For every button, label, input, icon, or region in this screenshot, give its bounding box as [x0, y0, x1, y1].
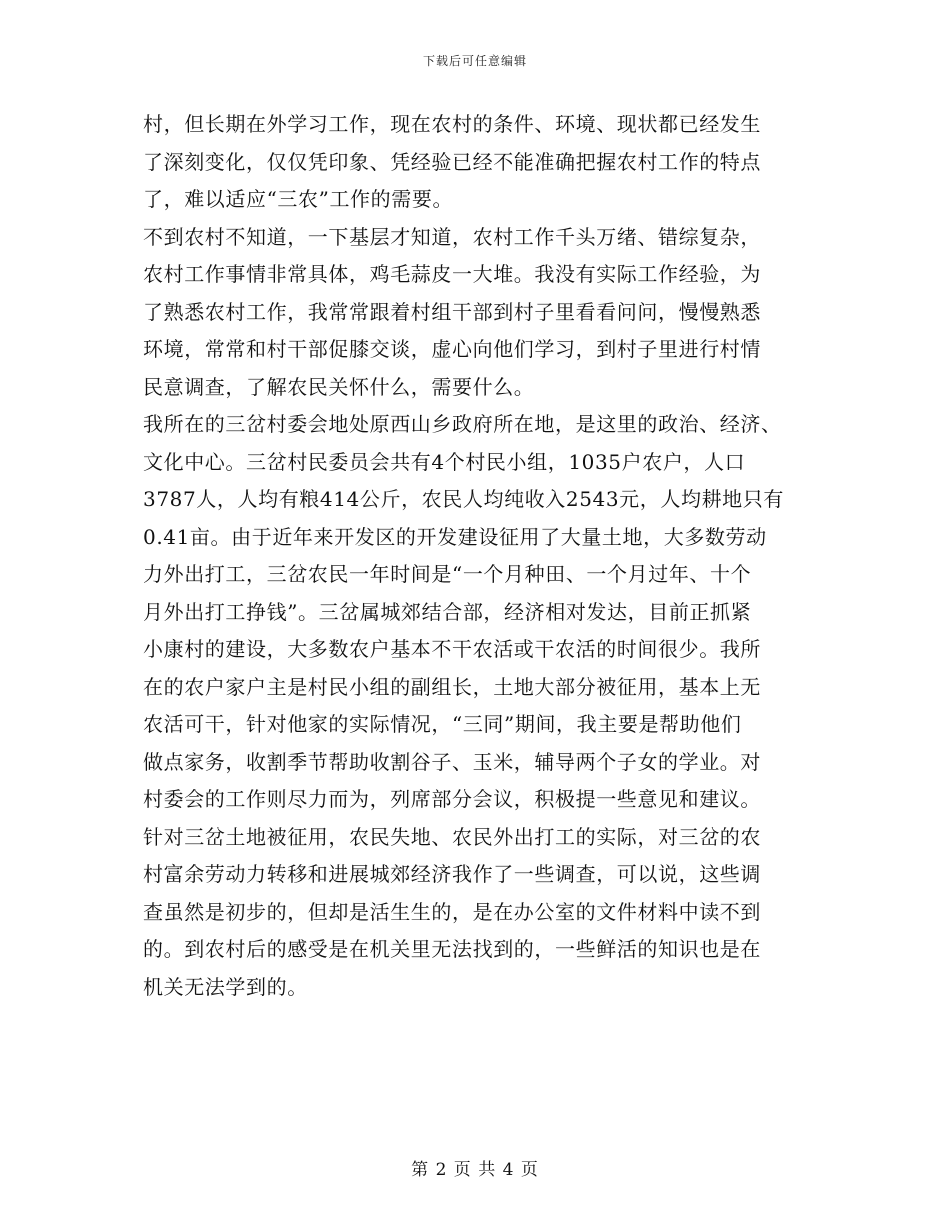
text-line: 在的农户家户主是村民小组的副组长，土地大部分被征用，基本上无 — [143, 674, 761, 699]
text-line: 不到农村不知道，一下基层才知道，农村工作千头万绪、错综复杂， — [143, 224, 761, 249]
text-line: 力外出打工，三岔农民一年时间是“一个月种田、一个月过年、十个 — [143, 562, 752, 586]
text-line: 机关无法学到的。 — [143, 974, 308, 999]
text-line: 农村工作事情非常具体，鸡毛蒜皮一大堆。我没有实际工作经验，为 — [143, 262, 761, 286]
text-line: 村委会的工作则尽力而为，列席部分会议，积极提一些意见和建议。 — [143, 787, 761, 811]
text-line: 我所在的三岔村委会地处原西山乡政府所在地，是这里的政治、经济、 — [143, 412, 782, 436]
text-line: 了深刻变化，仅仅凭印象、凭经验已经不能准确把握农村工作的特点 — [143, 149, 761, 174]
text-line: 3787人，人均有粮414公斤，农民人均纯收入2543元，人均耕地只有 — [143, 487, 784, 511]
text-line: 的。到农村后的感受是在机关里无法找到的，一些鲜活的知识也是在 — [143, 937, 761, 961]
text-line: 农活可干，针对他家的实际情况，“三同”期间，我主要是帮助他们 — [143, 712, 742, 736]
text-line: 0.41亩。由于近年来开发区的开发建设征用了大量土地，大多数劳动 — [143, 524, 767, 549]
text-line: 查虽然是初步的，但却是活生生的，是在办公室的文件材料中读不到 — [143, 899, 761, 924]
text-line: 村富余劳动力转移和进展城郊经济我作了一些调查，可以说，这些调 — [143, 862, 761, 886]
text-line: 村，但长期在外学习工作，现在农村的条件、环境、现状都已经发生 — [143, 112, 761, 136]
text-line: 了熟悉农村工作，我常常跟着村组干部到村子里看看问问，慢慢熟悉 — [143, 299, 761, 324]
text-line: 民意调查，了解农民关怀什么，需要什么。 — [143, 374, 535, 399]
text-line: 文化中心。三岔村民委员会共有4个村民小组，1035户农户，人口 — [143, 449, 746, 474]
document-body — [143, 106, 818, 1006]
text-line: 了，难以适应“三农”工作的需要。 — [143, 187, 454, 211]
text-line: 环境，常常和村干部促膝交谈，虚心向他们学习，到村子里进行村情 — [143, 337, 761, 361]
text-line: 月外出打工挣钱”。三岔属城郊结合部，经济相对发达，目前正抓紧 — [143, 599, 752, 624]
page-header-note: 下载后可任意编辑 — [422, 54, 527, 68]
page-number: 第 2 页 共 4 页 — [411, 1160, 539, 1180]
text-line: 做点家务，收割季节帮助收割谷子、玉米，辅导两个子女的学业。对 — [143, 749, 761, 774]
text-line: 针对三岔土地被征用，农民失地、农民外出打工的实际，对三岔的农 — [143, 824, 761, 849]
text-line: 小康村的建设，大多数农户基本不干农活或干农活的时间很少。我所 — [143, 637, 761, 661]
